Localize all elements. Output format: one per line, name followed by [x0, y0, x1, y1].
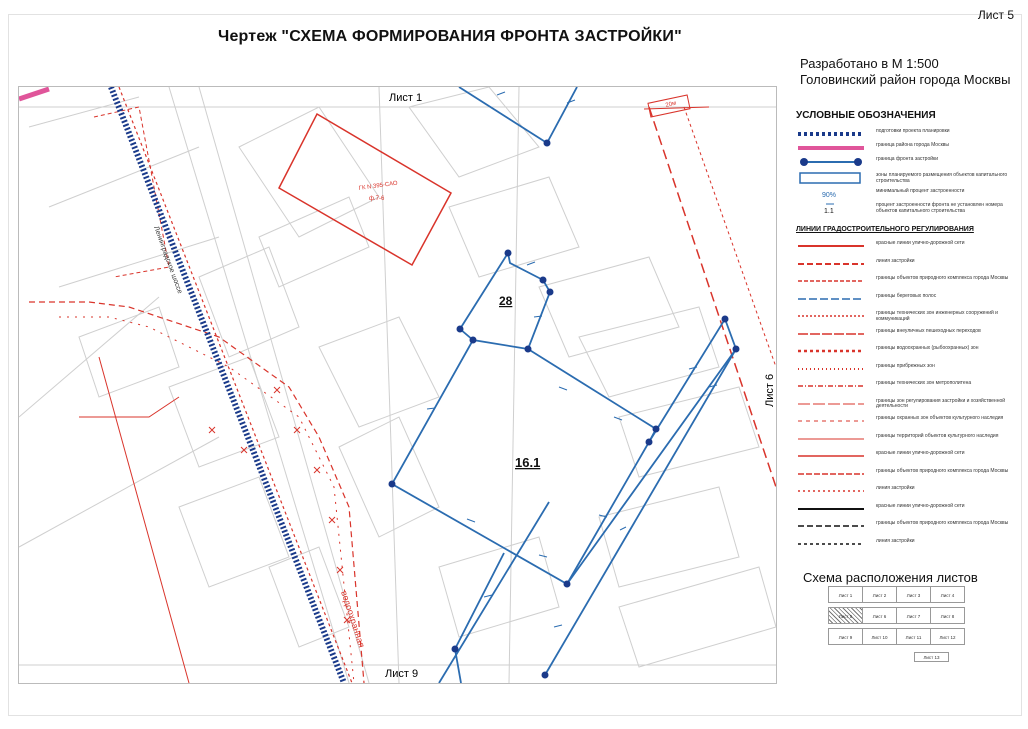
line-style-icon [796, 450, 868, 462]
sheet-cell-extra[interactable]: Лист 13 [914, 652, 949, 662]
legend-reg-item: границы береговых полос [796, 293, 1018, 305]
legend-item: граница района города Москвы [796, 142, 1018, 154]
water-label: водоохранная [339, 589, 367, 649]
base-map-layer [19, 87, 776, 683]
legend-reg-item: границы технических зон метрополитена [796, 380, 1018, 392]
pk-area: ф.7-6 [369, 196, 385, 202]
sheet-cell[interactable]: Лист 6 [862, 607, 897, 624]
blue-dotted-icon [796, 128, 868, 140]
road-label: Ленинградское шоссе [152, 225, 184, 295]
pk-zone [279, 114, 451, 265]
legend-reg-item: границы объектов природного комплекса города Москвы [796, 275, 1018, 287]
legend-item: подготовки проекта планировки [796, 128, 1018, 140]
sheet-cell[interactable]: Лист 2 [862, 586, 897, 603]
sheet-cell[interactable]: Лист 8 [930, 607, 965, 624]
line-style-icon [796, 485, 868, 497]
legend-reg-item: границы технических зон инженерных сооружений и коммуникаций [796, 310, 1018, 322]
line-style-icon [796, 275, 868, 287]
scale-note: Разработано в М 1:500 [800, 56, 939, 71]
sheet-cell[interactable]: Лист 3 [896, 586, 931, 603]
line-style-icon [796, 293, 868, 305]
svg-text:1.1: 1.1 [824, 208, 834, 214]
legend-item: 1.1 процент застроенности фронта не установлен номера объектов капитального строительства [796, 202, 1018, 214]
sheet-cell[interactable]: Лист 1 [828, 586, 863, 603]
frontage-lines [392, 87, 736, 683]
zone-label-16-1: 16.1 [515, 455, 541, 470]
blue-front-icon [796, 156, 868, 168]
pink-line-icon [796, 142, 868, 154]
line-style-icon [796, 468, 868, 480]
legend-reg-item: границы прибрежных зон [796, 363, 1018, 375]
sheet-cell[interactable]: Лист 4 [930, 586, 965, 603]
district-boundary [19, 89, 49, 99]
legend-item: 90% минимальный процент застроенности [796, 188, 1018, 200]
zone-label-28: 28 [499, 294, 513, 308]
legend-reg-item: границы внеуличных пешеходных переходов [796, 328, 1018, 340]
red-lines-layer [29, 95, 776, 683]
legend-reg-item: границы водоохранных (рыбоохранных) зон [796, 345, 1018, 357]
sheet-layout-grid [828, 586, 968, 660]
legend-reg-item: границы зон регулирования застройки и хозяйственной деятельности [796, 398, 1018, 410]
legend-reg-item: линия застройки [796, 258, 1018, 270]
legend-reg-item: красные линии улично-дорожной сети [796, 503, 1018, 515]
district-name: Головинский район города Москвы [800, 72, 1011, 87]
sheet-layout-title: Схема расположения листов [803, 570, 978, 585]
line-style-icon [796, 258, 868, 270]
legend-reg-item: границы объектов природного комплекса города Москвы [796, 520, 1018, 532]
map-canvas [19, 87, 776, 683]
frontage-nodes [389, 140, 740, 679]
line-style-icon [796, 398, 868, 410]
line-style-icon [796, 503, 868, 515]
sheet-ref-top: Лист 1 [389, 92, 423, 104]
line-style-icon [796, 310, 868, 322]
sheet-cell[interactable]: Лист 12 [930, 628, 965, 645]
legend-reg-item: границы объектов природного комплекса города Москвы [796, 468, 1018, 480]
legend-item: граница фронта застройки [796, 156, 1018, 168]
line-style-icon [796, 520, 868, 532]
line-style-icon [796, 328, 868, 340]
legend-section-title: ЛИНИИ ГРАДОСТРОИТЕЛЬНОГО РЕГУЛИРОВАНИЯ [796, 226, 974, 233]
line-style-icon [796, 240, 868, 252]
sheet-cell[interactable]: Лист 5 [828, 607, 863, 624]
svg-text:90%: 90% [822, 192, 837, 199]
sheet-cell[interactable]: Лист 10 [862, 628, 897, 645]
pk-label: ГК N 395-САО [358, 180, 399, 192]
highway-line [111, 87, 344, 683]
blue-rect-icon [796, 172, 868, 184]
line-style-icon [796, 415, 868, 427]
line-style-icon [796, 345, 868, 357]
map-area[interactable] [18, 86, 777, 684]
sheet-cell[interactable]: Лист 7 [896, 607, 931, 624]
legend-reg-item: границы охранных зон объектов культурного наследия [796, 415, 1018, 427]
legend-reg-item: линия застройки [796, 538, 1018, 550]
line-style-icon [796, 363, 868, 375]
legend-reg-item: красные линии улично-дорожной сети [796, 450, 1018, 462]
tick-icon [796, 202, 868, 214]
legend-panel [784, 104, 1020, 559]
marker-text: 20м [665, 100, 677, 109]
page-title: Чертеж "СХЕМА ФОРМИРОВАНИЯ ФРОНТА ЗАСТРОЙКИ" [218, 28, 682, 45]
line-style-icon [796, 380, 868, 392]
sheet-number: Лист 5 [977, 8, 1014, 22]
sheet-ref-bottom: Лист 9 [385, 668, 419, 680]
line-style-icon [796, 433, 868, 445]
legend-reg-item: линия застройки [796, 485, 1018, 497]
legend-item: зоны планируемого размещения объектов капитального строительства [796, 172, 1018, 184]
legend-reg-item: границы территорий объектов культурного наследия [796, 433, 1018, 445]
legend-title: УСЛОВНЫЕ ОБОЗНАЧЕНИЯ [796, 110, 936, 121]
line-style-icon [796, 538, 868, 550]
legend-reg-item: красные линии улично-дорожной сети [796, 240, 1018, 252]
sheet-cell[interactable]: Лист 11 [896, 628, 931, 645]
percent-icon [796, 188, 868, 200]
sheet-ref-right: Лист 6 [764, 373, 776, 407]
sheet-cell[interactable]: Лист 9 [828, 628, 863, 645]
